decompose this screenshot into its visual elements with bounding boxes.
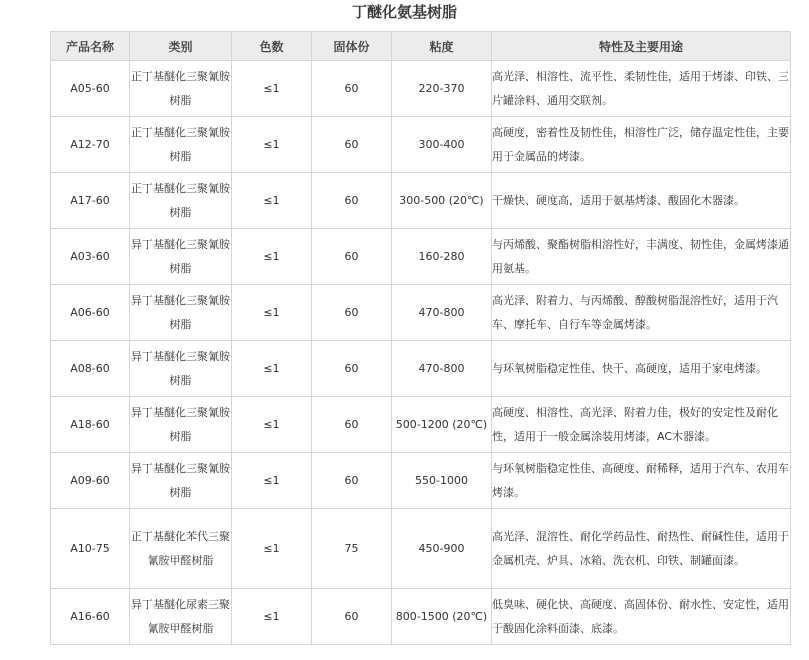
table-row <box>51 61 791 117</box>
properties-use-cell: 低臭味、硬化快、高硬度、高固体份、耐水性、安定性，适用于酸固化涂料面漆、底漆。 <box>492 589 791 645</box>
product-name-cell: A17-60 <box>51 173 130 229</box>
category-cell: 异丁基醚化三聚氰胺树脂 <box>130 397 232 453</box>
color-number-cell: ≤1 <box>232 117 312 173</box>
category-cell: 正丁基醚化苯代三聚氰胺甲醛树脂 <box>130 509 232 589</box>
properties-use-cell: 高硬度、相溶性、高光泽、附着力佳，极好的安定性及耐化性，适用于一般金属涂装用烤漆，AC木器漆。 <box>492 397 791 453</box>
category-cell: 异丁基醚化尿素三聚氰胺甲醛树脂 <box>130 589 232 645</box>
category-cell: 异丁基醚化三聚氰胺树脂 <box>130 285 232 341</box>
product-name-cell: A06-60 <box>51 285 130 341</box>
solids-cell: 75 <box>312 509 392 589</box>
solids-cell: 60 <box>312 453 392 509</box>
category-cell: 正丁基醚化三聚氰胺树脂 <box>130 173 232 229</box>
viscosity-cell: 300-400 <box>392 117 492 173</box>
category-cell: 正丁基醚化三聚氰胺树脂 <box>130 61 232 117</box>
product-name-cell: A10-75 <box>51 509 130 589</box>
color-number-cell: ≤1 <box>232 453 312 509</box>
table-row <box>51 589 791 645</box>
product-name-cell: A09-60 <box>51 453 130 509</box>
properties-use-cell: 高光泽、附着力、与丙烯酸、醇酸树脂混溶性好，适用于汽车、摩托车、自行车等金属烤漆。 <box>492 285 791 341</box>
viscosity-cell: 160-280 <box>392 229 492 285</box>
color-number-cell: ≤1 <box>232 397 312 453</box>
viscosity-cell: 500-1200 (20℃) <box>392 397 492 453</box>
table-row <box>51 397 791 453</box>
color-number-cell: ≤1 <box>232 589 312 645</box>
viscosity-cell: 470-800 <box>392 341 492 397</box>
table-row <box>51 341 791 397</box>
table-row <box>51 229 791 285</box>
properties-use-cell: 与丙烯酸、聚酯树脂相溶性好，丰满度、韧性佳，金属烤漆通用氨基。 <box>492 229 791 285</box>
color-number-cell: ≤1 <box>232 229 312 285</box>
product-spec-table <box>50 31 791 645</box>
category-cell: 正丁基醚化三聚氰胺树脂 <box>130 117 232 173</box>
color-number-cell: ≤1 <box>232 61 312 117</box>
category-cell: 异丁基醚化三聚氰胺树脂 <box>130 229 232 285</box>
properties-use-cell: 高光泽、相溶性、流平性、柔韧性佳，适用于烤漆、印铁、三片罐涂料、通用交联剂。 <box>492 61 791 117</box>
product-name-cell: A12-70 <box>51 117 130 173</box>
solids-cell: 60 <box>312 173 392 229</box>
properties-use-cell: 与环氧树脂稳定性佳、快干、高硬度，适用于家电烤漆。 <box>492 341 791 397</box>
table-header-row <box>51 32 791 61</box>
solids-cell: 60 <box>312 589 392 645</box>
viscosity-cell: 550-1000 <box>392 453 492 509</box>
header-color-number: 色数 <box>232 32 312 61</box>
header-product-name: 产品名称 <box>51 32 130 61</box>
solids-cell: 60 <box>312 285 392 341</box>
header-viscosity: 粘度 <box>392 32 492 61</box>
product-name-cell: A03-60 <box>51 229 130 285</box>
category-cell: 异丁基醚化三聚氰胺树脂 <box>130 341 232 397</box>
header-solids: 固体份 <box>312 32 392 61</box>
product-name-cell: A05-60 <box>51 61 130 117</box>
solids-cell: 60 <box>312 397 392 453</box>
properties-use-cell: 高硬度，密着性及韧性佳，相溶性广泛，储存温定性佳，主要用于金属品的烤漆。 <box>492 117 791 173</box>
product-name-cell: A08-60 <box>51 341 130 397</box>
color-number-cell: ≤1 <box>232 285 312 341</box>
solids-cell: 60 <box>312 61 392 117</box>
table-row <box>51 173 791 229</box>
solids-cell: 60 <box>312 117 392 173</box>
viscosity-cell: 800-1500 (20℃) <box>392 589 492 645</box>
properties-use-cell: 与环氧树脂稳定性佳、高硬度、耐稀释，适用于汽车、农用车烤漆。 <box>492 453 791 509</box>
table-row <box>51 453 791 509</box>
properties-use-cell: 高光泽、混溶性、耐化学药品性、耐热性、耐碱性佳，适用于金属机壳、炉具、冰箱、洗衣机、印铁、制罐面漆。 <box>492 509 791 589</box>
table-row <box>51 117 791 173</box>
category-cell: 异丁基醚化三聚氰胺树脂 <box>130 453 232 509</box>
table-row <box>51 285 791 341</box>
color-number-cell: ≤1 <box>232 173 312 229</box>
product-name-cell: A18-60 <box>51 397 130 453</box>
color-number-cell: ≤1 <box>232 341 312 397</box>
solids-cell: 60 <box>312 341 392 397</box>
header-properties-use: 特性及主要用途 <box>492 32 791 61</box>
header-category: 类别 <box>130 32 232 61</box>
properties-use-cell: 干燥快、硬度高，适用于氨基烤漆、酸固化木器漆。 <box>492 173 791 229</box>
viscosity-cell: 300-500 (20℃) <box>392 173 492 229</box>
color-number-cell: ≤1 <box>232 509 312 589</box>
viscosity-cell: 220-370 <box>392 61 492 117</box>
solids-cell: 60 <box>312 229 392 285</box>
page-title: 丁醚化氨基树脂 <box>351 3 457 21</box>
viscosity-cell: 450-900 <box>392 509 492 589</box>
table-row <box>51 509 791 589</box>
product-name-cell: A16-60 <box>51 589 130 645</box>
viscosity-cell: 470-800 <box>392 285 492 341</box>
